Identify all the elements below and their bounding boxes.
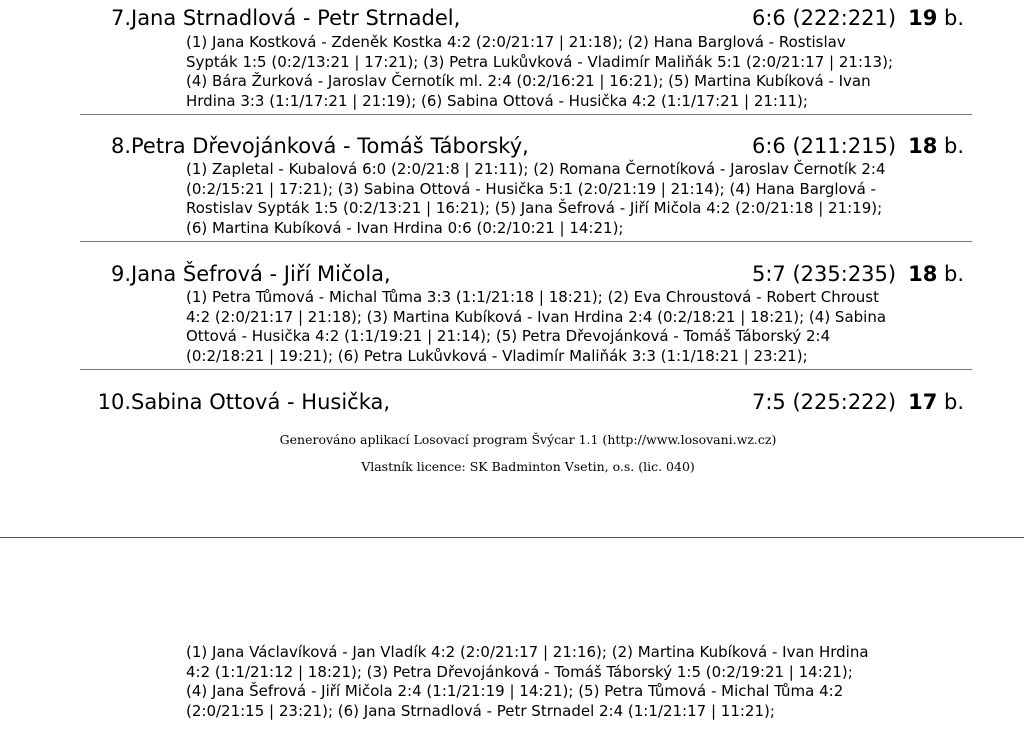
match-line: 4:2 (2:0/21:17 | 21:18); (3) Martina Kubíková - Ivan Hrdina 2:4 (0:2/18:21 | 18:21); (4) Sabina [186, 307, 887, 326]
match-line: Ottová - Husička 4:2 (1:1/19:21 | 21:14); (5) Petra Dřevojánková - Tomáš Táborský 2:4 [186, 327, 831, 345]
entry-rank: 10. [97, 390, 131, 414]
entry-rank: 9. [110, 262, 131, 286]
match-line: (0:2/15:21 | 17:21); (3) Sabina Ottová - Husička 5:1 (2:0/21:19 | 21:14); (4) Hana Barglová - [186, 179, 876, 198]
entry-header [0, 387, 1024, 417]
page-separator [0, 537, 1024, 538]
match-line: (1) Jana Václavíková - Jan Vladík 4:2 (2:0/21:17 | 21:16); (2) Martina Kubíková - Ivan Hrdina [186, 643, 869, 661]
entry-pair: Petra Dřevojánková - Tomáš Táborský, [131, 134, 529, 158]
entry-score: 6:6 (211:215) [752, 134, 897, 158]
entry-rank: 7. [110, 6, 131, 30]
match-line: (4) Bára Žurková - Jaroslav Černotík ml. 2:4 (0:2/16:21 | 16:21); (5) Martina Kubíková - Ivan [186, 72, 871, 90]
entry-header [0, 3, 1024, 33]
points-value: 17 [908, 390, 938, 414]
entry-rank: 8. [110, 134, 131, 158]
points-unit: b. [937, 262, 964, 286]
match-line: Hrdina 3:3 (1:1/17:21 | 21:19); (6) Sabina Ottová - Husička 4:2 (1:1/17:21 | 21:11); [186, 91, 808, 110]
match-line: (0:2/18:21 | 19:21); (6) Petra Lukůvková - Vladimír Maliňák 3:3 (1:1/18:21 | 23:21); [186, 346, 808, 365]
match-line: (1) Petra Tůmová - Michal Tůma 3:3 (1:1/21:18 | 18:21); (2) Eva Chroustová - Robert Chroust [186, 288, 880, 306]
generator-note: Generováno aplikací Losovací program Švýcar 1.1 (http://www.losovani.wz.cz) [279, 432, 777, 447]
next-page-matches [186, 643, 976, 721]
entry-score: 7:5 (225:222) [752, 390, 897, 414]
entry-header [0, 259, 1024, 289]
entry-divider [80, 114, 972, 115]
entry-divider [80, 241, 972, 242]
entry-header [0, 131, 1024, 161]
entry-pair: Jana Šefrová - Jiří Mičola, [131, 262, 391, 286]
match-line: (2:0/21:15 | 23:21); (6) Jana Strnadlová - Petr Strnadel 2:4 (1:1/21:17 | 11:21); [186, 701, 775, 720]
entry-pair: Sabina Ottová - Husička, [131, 390, 391, 414]
points-value: 18 [908, 262, 938, 286]
points-unit: b. [937, 134, 964, 158]
points-value: 19 [908, 6, 938, 30]
entry-points [908, 131, 964, 161]
entry-points [908, 387, 964, 417]
entry-matches [186, 33, 976, 111]
entry-divider [80, 369, 972, 370]
entry-score: 6:6 (222:221) [752, 6, 897, 30]
match-line: (1) Zapletal - Kubalová 6:0 (2:0/21:8 | 21:11); (2) Romana Černotíková - Jaroslav Černotík 2:4 [186, 160, 886, 178]
match-line: Sypták 1:5 (0:2/13:21 | 17:21); (3) Petra Lukůvková - Vladimír Maliňák 5:1 (2:0/21:17 | 21:13); [186, 52, 893, 71]
entry-matches [186, 288, 976, 366]
entry-pair: Jana Strnadlová - Petr Strnadel, [131, 6, 461, 30]
match-line: (4) Jana Šefrová - Jiří Mičola 2:4 (1:1/21:19 | 14:21); (5) Petra Tůmová - Michal Tůma 4:2 [186, 682, 844, 700]
match-line: (1) Jana Kostková - Zdeněk Kostka 4:2 (2:0/21:17 | 21:18); (2) Hana Barglová - Rostislav [186, 33, 846, 51]
match-line: Rostislav Sypták 1:5 (0:2/13:21 | 16:21); (5) Jana Šefrová - Jiří Mičola 4:2 (2:0/21:18 | 21:19); [186, 199, 883, 217]
entry-points [908, 3, 964, 33]
points-value: 18 [908, 134, 938, 158]
entry-points [908, 259, 964, 289]
points-unit: b. [937, 6, 964, 30]
points-unit: b. [937, 390, 964, 414]
entry-score: 5:7 (235:235) [752, 262, 897, 286]
licence-note: Vlastník licence: SK Badminton Vsetin, o.s. (lic. 040) [361, 459, 695, 474]
match-line: 4:2 (1:1/21:12 | 18:21); (3) Petra Dřevojánková - Tomáš Táborský 1:5 (0:2/19:21 | 14:21); [186, 662, 853, 681]
entry-matches [186, 160, 976, 238]
match-line: (6) Martina Kubíková - Ivan Hrdina 0:6 (0:2/10:21 | 14:21); [186, 218, 624, 237]
